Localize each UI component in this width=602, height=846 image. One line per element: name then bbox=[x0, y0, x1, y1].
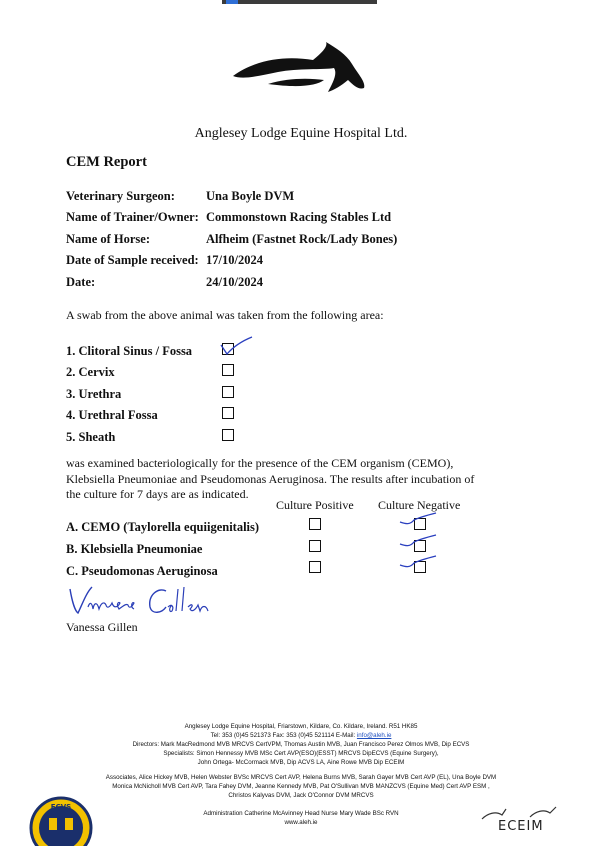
organism-cemo bbox=[66, 520, 259, 535]
area-label: 1. Clitoral Sinus / Fossa bbox=[66, 344, 193, 358]
area-label: 2. Cervix bbox=[66, 365, 115, 379]
organism-klebsiella bbox=[66, 542, 202, 557]
footer-email-link[interactable]: info@aleh.ie bbox=[356, 732, 392, 739]
report-title: CEM Report bbox=[66, 154, 147, 170]
area-label: 3. Urethra bbox=[66, 387, 122, 401]
footer-specialists-2: John Ortega- McCormack MVB, Dip ACVS LA, Aine Rowe MVB Dip ECEIM bbox=[197, 759, 405, 766]
handwritten-signature bbox=[66, 583, 226, 619]
footer-directors: Directors: Mark MacRedmond MVB MRCVS CertVPM, Thomas Austin MVB, Juan Francisco Perez Olmos MVB, Dip ECVS bbox=[132, 741, 470, 748]
viewer-top-bar bbox=[222, 0, 377, 4]
cemo-positive-checkbox[interactable] bbox=[309, 518, 321, 530]
area-checkbox-urethra[interactable] bbox=[222, 386, 234, 398]
footer-website: www.aleh.ie bbox=[284, 819, 318, 826]
results-paragraph: was examined bacteriologically for the presence of the CEM organism (CEMO), Klebsiella Pneumoniae and Pseudomonas Aeruginosa. The results after incubation of the culture for 7 days are as indicated. bbox=[66, 456, 475, 502]
field-label: Name of Horse: bbox=[66, 232, 150, 246]
footer-associates-1: Associates, Alice Hickey MVB, Helen Webster BVSc MRCVS Cert AVP, Helena Burns MVB, Sarah Gayer MVB Cert AVP (EL), Una Boyle DVM bbox=[105, 774, 497, 781]
area-cervix bbox=[66, 365, 115, 380]
footer-contact bbox=[0, 732, 602, 740]
checkmark-icon bbox=[218, 336, 254, 358]
ecvs-seal-logo bbox=[18, 790, 104, 846]
field-value: Commonstown Racing Stables Ltd bbox=[206, 210, 392, 224]
area-label: 4. Urethral Fossa bbox=[66, 408, 158, 422]
seal-text: ECVS bbox=[50, 803, 72, 811]
field-value: Una Boyle DVM bbox=[206, 189, 295, 203]
swab-intro: A swab from the above animal was taken from the following area: bbox=[66, 308, 384, 322]
area-checkbox-urethral-fossa[interactable] bbox=[222, 407, 234, 419]
footer-admin: Administration Catherine McAvinney Head Nurse Mary Wade BSc RVN bbox=[203, 810, 399, 817]
field-label: Name of Trainer/Owner: bbox=[66, 210, 199, 224]
footer-specialists: Specialists: Simon Hennessy MVB MSc Cert AVP(ESO)(ESST) MRCVS DipECVS (Equine Surgery), bbox=[163, 750, 439, 757]
checkmark-icon bbox=[398, 512, 438, 528]
checkmark-icon bbox=[398, 534, 438, 550]
footer-address: Anglesey Lodge Equine Hospital, Friarstown, Kildare, Co. Kildare, Ireland. R51 HK85 bbox=[184, 723, 418, 730]
organism-pseudomonas bbox=[66, 564, 218, 579]
pseudomonas-positive-checkbox[interactable] bbox=[309, 561, 321, 573]
horse-head-logo bbox=[228, 38, 378, 98]
area-checkbox-sheath[interactable] bbox=[222, 429, 234, 441]
field-value: Alfheim (Fastnet Rock/Lady Bones) bbox=[206, 232, 398, 246]
area-urethral-fossa bbox=[66, 408, 158, 423]
col-culture-positive: Culture Positive bbox=[276, 498, 354, 512]
footer-associates-3: Christos Kalyvas DVM, Jack O'Connor DVM MRCVS bbox=[228, 792, 374, 799]
field-label: Date: bbox=[66, 275, 96, 289]
area-urethra bbox=[66, 387, 121, 402]
field-value: 24/10/2024 bbox=[206, 275, 263, 289]
checkmark-icon bbox=[398, 555, 438, 571]
col-culture-negative: Culture Negative bbox=[378, 498, 461, 512]
signer-name: Vanessa Gillen bbox=[66, 620, 138, 634]
field-label: Date of Sample received: bbox=[66, 253, 199, 267]
hospital-name: Anglesey Lodge Equine Hospital Ltd. bbox=[194, 126, 408, 141]
organism-label: C. Pseudomonas Aeruginosa bbox=[66, 564, 218, 578]
area-clitoral-sinus bbox=[66, 344, 192, 359]
footer-associates-2: Monica McNicholl MVB Cert AVP, Tara Fahey DVM, Jeanne Kennedy MVB, Pat O'Sullivan MVB MANZCVS (Equine Med) Cert AVP ESM , bbox=[112, 783, 490, 790]
area-checkbox-cervix[interactable] bbox=[222, 364, 234, 376]
eceim-logo bbox=[478, 805, 562, 837]
field-label: Veterinary Surgeon: bbox=[66, 189, 175, 203]
field-value: 17/10/2024 bbox=[206, 253, 263, 267]
organism-label: B. Klebsiella Pneumoniae bbox=[66, 542, 203, 556]
footer-contact-prefix: Tel: 353 (0)45 521373 Fax: 353 (0)45 521114 E-Mail: bbox=[210, 732, 356, 739]
eceim-text: ECEIM bbox=[498, 819, 544, 834]
area-label: 5. Sheath bbox=[66, 430, 116, 444]
area-sheath bbox=[66, 430, 115, 445]
klebsiella-positive-checkbox[interactable] bbox=[309, 540, 321, 552]
organism-label: A. CEMO (Taylorella equiigenitalis) bbox=[66, 520, 260, 534]
